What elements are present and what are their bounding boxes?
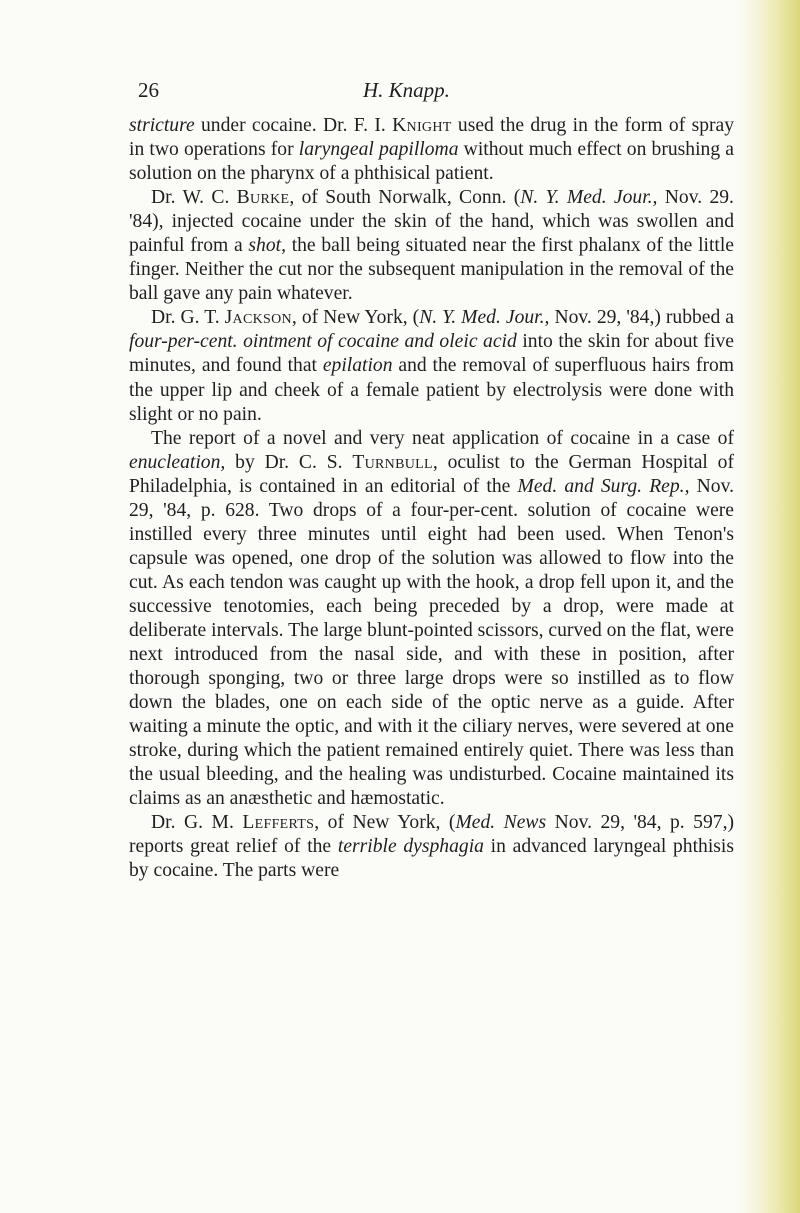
text-run: Nov. 29, '84, p. 628. Two drops of a four-per-cent. solution of cocaine were instilled every three minutes until eight had been used. When Tenon's capsule was opened, one drop of the solution was allowed to flow into the cut. As each tendon was caught up with the hook, a drop fell upon it, and the successive tenotomies, each being preceded by a drop, were made at deliberate intervals. The large blunt-pointed scissors, curved on the flat, were next introduced from the nasal side, and with these in position, after thorough sponging, two or three large drops were so instilled as to flow down the blades, one on each side of the optic nerve as a guide. After waiting a minute the optic, and with it the ciliary nerves, were severed at one stroke, during which the patient remained entirely quiet. There was less than the usual bleeding, and the healing was undisturbed. Cocaine maintained its claims as an anæsthetic and hæmostatic. [129,475,734,810]
text-run: , of South Norwalk, Conn. ( [289,187,521,209]
journal-citation: Med. News [455,812,547,834]
paragraph-turnbull [129,427,734,812]
author-name: Jackson [224,307,292,329]
text-run: The report of a novel and very neat application of cocaine in a case of [151,427,734,449]
author-name: Lefferts [242,812,315,834]
running-title: H. Knapp. [363,78,450,102]
text-run: used the drug in the form of spray in two operations for [129,115,735,161]
text-run: Nov. 29. '84), injected cocaine under the skin of the hand, which was swollen and painful from a [129,187,734,257]
italic-term: terrible dysphagia [337,836,484,858]
paragraph-lefferts [129,811,734,883]
text-run: Nov. 29, '84, p. 597,) reports great relief of the [129,812,734,858]
italic-term: four-per-cent. ointment of cocaine and oleic acid [129,331,517,353]
page-number: 26 [138,78,159,102]
author-name: Turnbull [352,451,433,473]
journal-citation: N. Y. Med. Jour., [419,307,550,329]
italic-term: enucleation, [129,451,226,473]
page-edge-shadow [738,0,800,1213]
italic-term: stricture [129,115,195,136]
text-run: into the skin for about five minutes, and found that [129,331,734,377]
text-run: Dr. G. T. [151,307,225,329]
author-name: Burke [236,187,290,209]
journal-citation: Med. and Surg. Rep., [517,475,690,497]
text-run: Dr. G. M. [151,812,243,834]
text-run: without much effect on brushing a solution on the pharynx of a phthisical patient. [129,139,734,185]
text-run: by Dr. C. S. [225,451,353,473]
running-head [138,78,738,108]
text-run: Dr. W. C. [151,187,237,209]
text-run: and the removal of superfluous hairs from the upper lip and cheek of a female patient by electrolysis were done with slight or no pain. [129,355,735,425]
text-run: , of New York, ( [291,307,420,329]
text-run: , oculist to the German Hospital of Philadelphia, is contained in an editorial of the [129,451,734,497]
italic-term: laryngeal papilloma [298,139,459,161]
text-run: under cocaine. Dr. F. I. [194,115,393,136]
italic-term: epilation [322,355,393,377]
text-run: , of New York, ( [314,812,456,834]
journal-citation: N. Y. Med. Jour., [520,187,658,209]
body-text [129,114,734,884]
italic-term: shot, [248,235,286,257]
author-name: Knight [392,115,452,136]
paragraph-burke [129,186,734,306]
paragraph-jackson [129,306,734,426]
text-run: in advanced laryngeal phthisis by cocaine. The parts were [129,836,734,882]
text-run: the ball being situated near the first phalanx of the little finger. Neither the cut nor the subsequent manipulation in the removal of the ball gave any pain whatever. [129,235,734,305]
text-run: Nov. 29, '84,) rubbed a [549,307,734,329]
paragraph-stricture [129,114,734,186]
